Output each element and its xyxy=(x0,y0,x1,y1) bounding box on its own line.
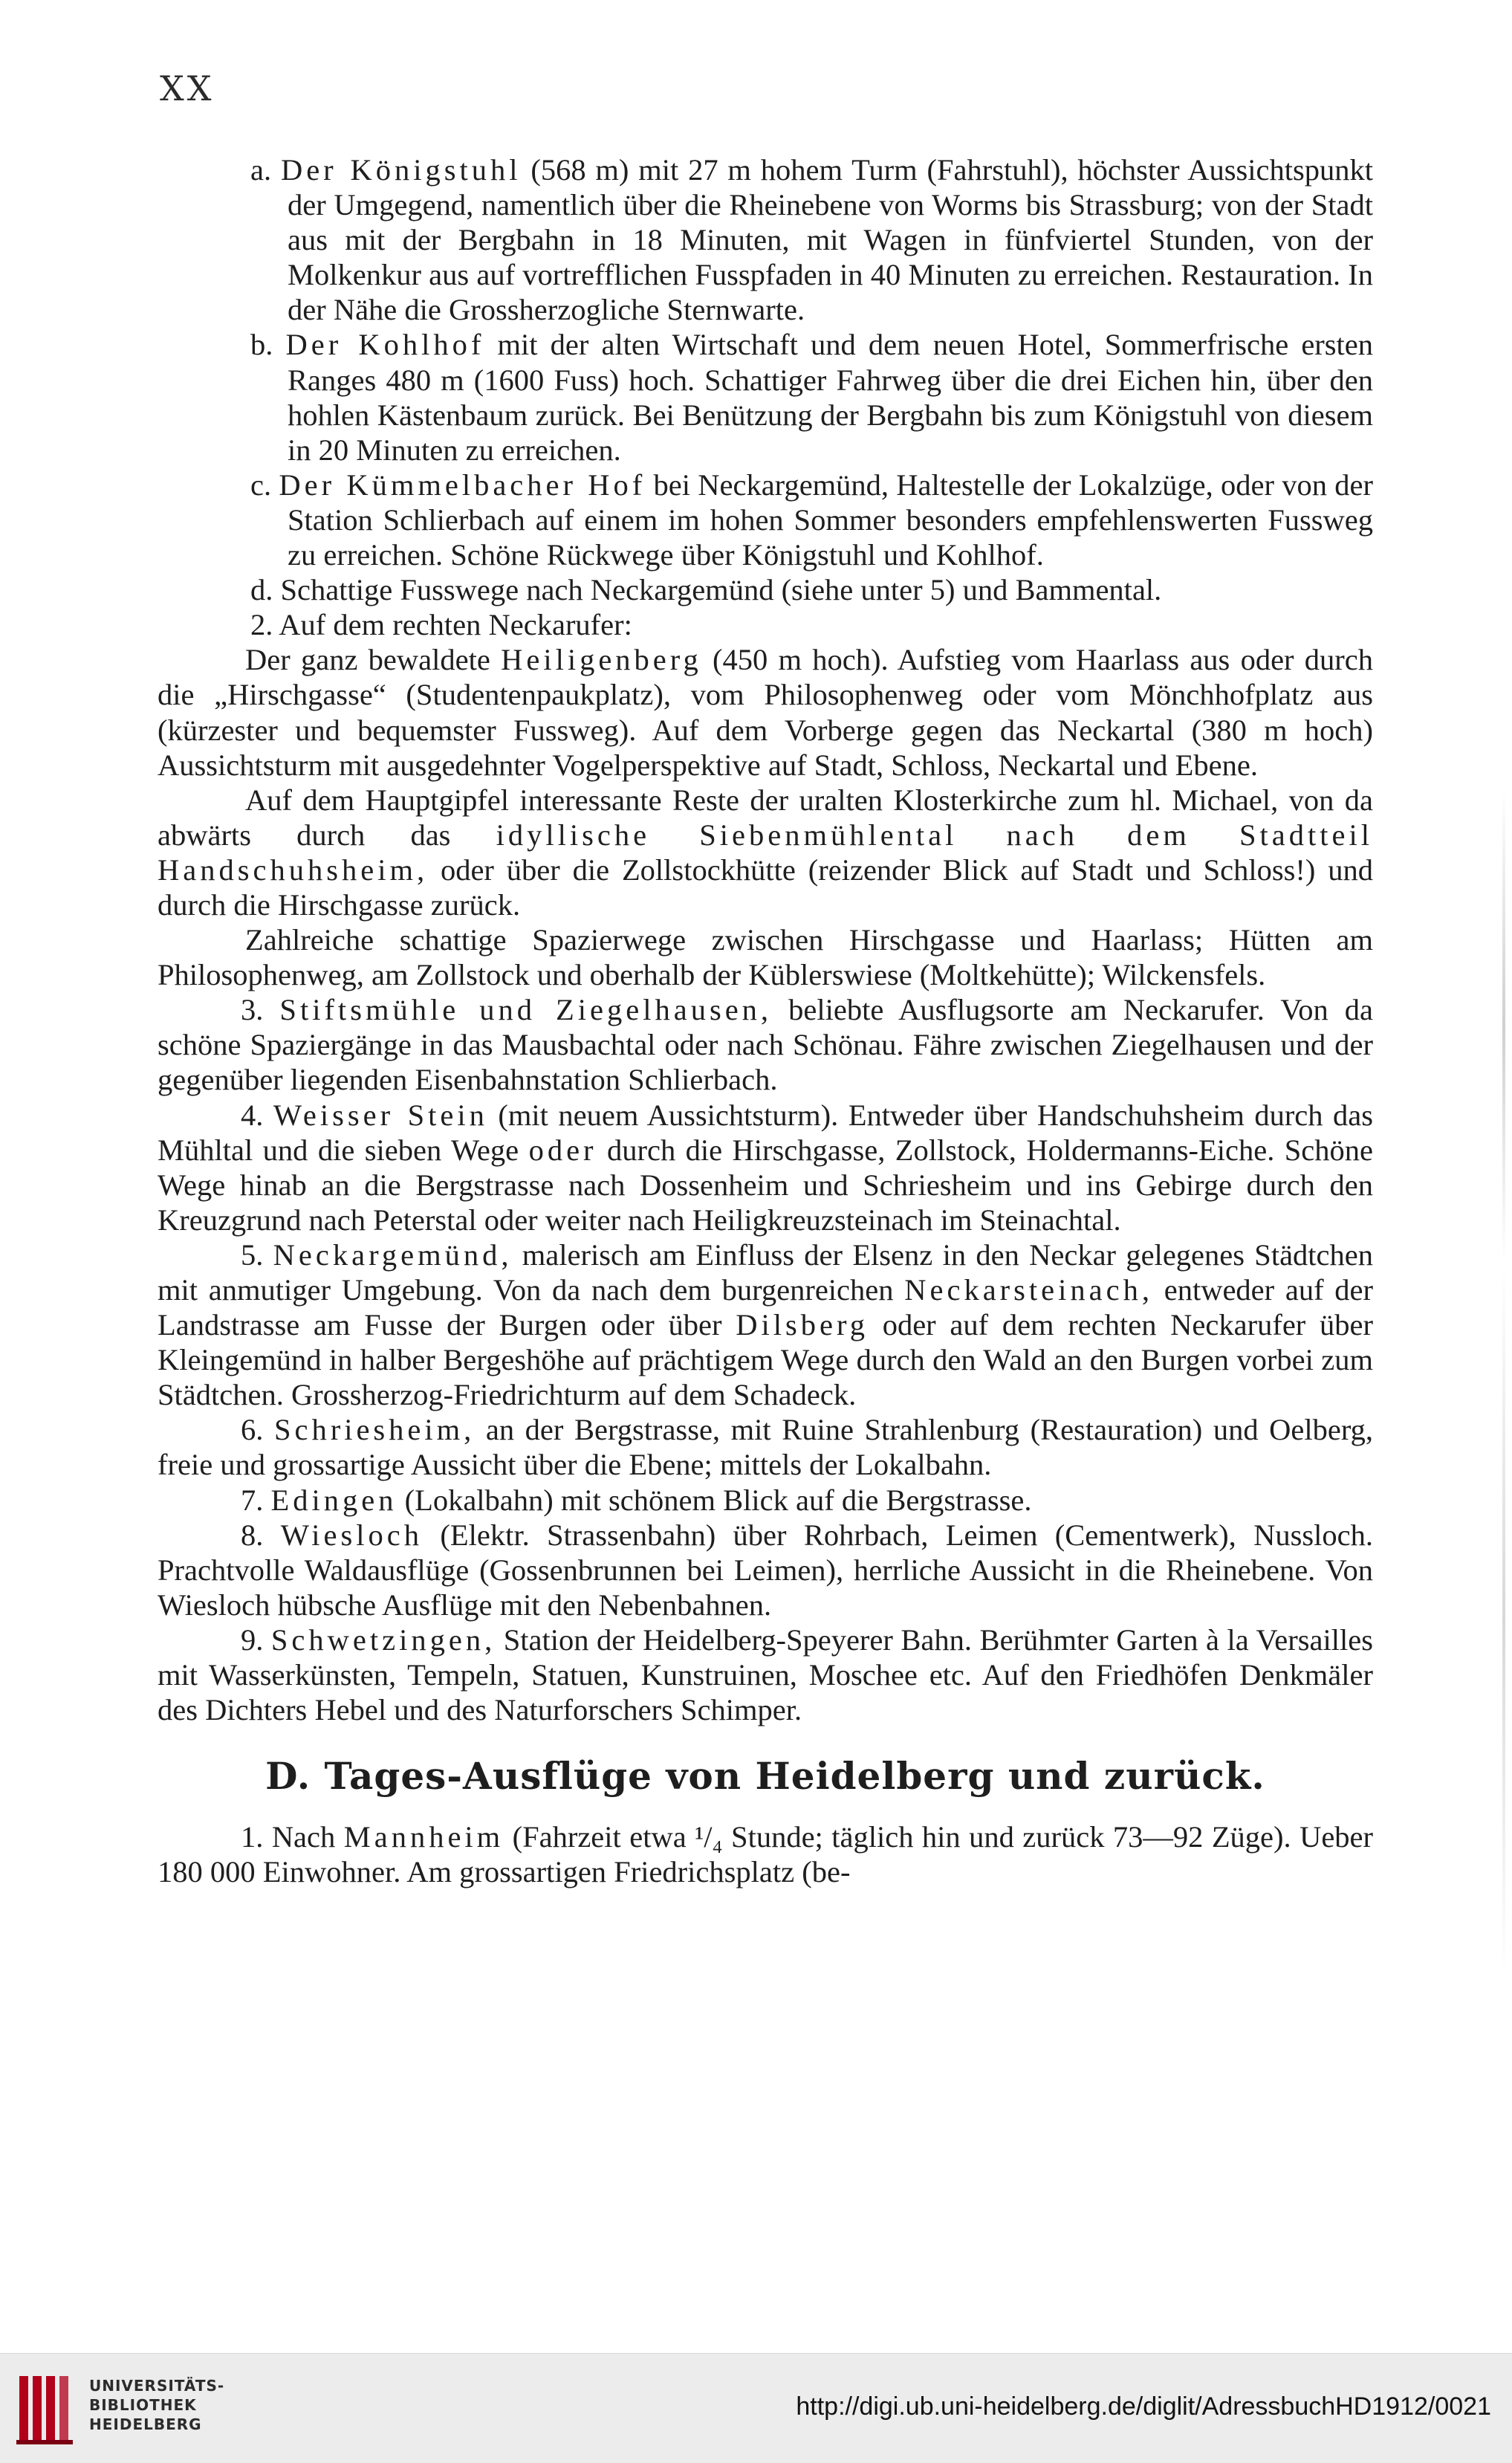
entry-text: (Lokalbahn) mit schönem Blick auf die Bergstrasse. xyxy=(404,1483,1032,1517)
entry-text: (Fahrzeit etwa ¹/₄ Stunde; täglich hin und zurück 73—92 Züge). Ueber 180 000 Einwohner. Am grossartigen Friedrichsplatz (be- xyxy=(158,1820,1374,1889)
entry-marker: 5. xyxy=(241,1237,264,1272)
entry-marker: 8. xyxy=(241,1518,264,1552)
paragraph-text: Der ganz bewaldete xyxy=(245,643,490,677)
source-url-link[interactable]: http://digi.ub.uni-heidelberg.de/diglit/AdressbuchHD1912/0021 xyxy=(796,2392,1491,2421)
entry-6 xyxy=(158,1412,1373,1482)
entry-8 xyxy=(158,1518,1373,1622)
entry-text: entweder auf der Landstrasse am Fusse der Burgen oder über xyxy=(158,1273,1374,1342)
entry-text: an der Bergstrasse, mit Ruine Strahlenburg (Restauration) und Oelberg, freie und grossartige Aussicht über die Ebene; mittels der Lokalbahn. xyxy=(158,1413,1373,1482)
place-name: Weisser Stein xyxy=(273,1098,488,1132)
paragraph-text: oder über die Zollstockhütte (reizender Blick auf Stadt und Schloss!) und durch die Hirschgasse zurück. xyxy=(158,852,1374,922)
paragraph-spazierwege xyxy=(158,922,1373,992)
entry-b xyxy=(158,327,1373,467)
entry-text: mit der alten Wirtschaft und dem neuen Hotel, Sommerfrische ersten Ranges 480 m (1600 Fuss) hoch. Schattiger Fahrweg über die drei Eichen hin, über den hohlen Kästenbaum zurück. Bei Benützung der Bergbahn bis zum Königstuhl von diesem in 20 Minuten zu erreichen. xyxy=(288,328,1374,467)
entry-2 xyxy=(158,607,1373,642)
entry-text: bei Neckargemünd, Haltestelle der Lokalzüge, oder von der Station Schlierbach auf einem im hohen Sommer besonders empfehlenswerten Fussweg zu erreichen. Schöne Rückwege über Königstuhl und Kohlhof. xyxy=(288,467,1373,572)
entry-marker: 6. xyxy=(241,1413,264,1447)
page-number: XX xyxy=(160,68,215,109)
scan-edge-shadow xyxy=(1502,788,1505,1977)
entry-text: durch die Hirschgasse, Zollstock, Holdermanns-Eiche. Schöne Wege hinab an die Bergstrasse nach Dossenheim und Schriesheim und ins Gebirge durch den Kreuzgrund nach Peterstal oder weiter nach Heiligkreuzsteinach im Steinachtal. xyxy=(158,1133,1374,1237)
place-name: Stiftsmühle und Ziegelhausen, xyxy=(279,993,773,1027)
entry-d-1 xyxy=(158,1819,1373,1889)
entry-marker: 3. xyxy=(241,993,264,1027)
entry-text: beliebte Ausflugsorte am Neckarufer. Von da schöne Spaziergänge in das Mausbachtal oder nach Schönau. Fähre zwischen Ziegelhausen und der gegenüber liegenden Eisenbahnstation Schlierbach. xyxy=(158,993,1374,1097)
entry-marker: 7. xyxy=(241,1483,264,1517)
place-name: Der Kümmelbacher Hof xyxy=(279,467,646,502)
entry-a xyxy=(158,152,1373,327)
place-name: Neckargemünd, xyxy=(273,1237,513,1272)
entry-marker: d. xyxy=(250,573,273,607)
paragraph-heiligenberg xyxy=(158,642,1373,782)
logo-line: BIBLIOTHEK xyxy=(89,2396,197,2414)
place-name: Edingen xyxy=(270,1483,398,1517)
logo-line: HEIDELBERG xyxy=(89,2415,202,2433)
entry-text: Station der Heidelberg-Speyerer Bahn. Berühmter Garten à la Versailles mit Wasserkünsten, Tempeln, Statuen, Kunstruinen, Moschee etc. Auf den Friedhöfen Denkmäler des Dichters Hebel und des Naturforschers Schimper. xyxy=(158,1622,1373,1727)
entry-marker: a. xyxy=(250,153,272,187)
paragraph-text: (450 m hoch). Aufstieg vom Haarlass aus oder durch die „Hirschgasse“ (Studentenpaukplatz), vom Philosophenweg oder vom Mönchhofplatz aus (kürzester und bequemster Fussweg). Auf dem Vorberge gegen das Neckartal (380 m hoch) Aussichtsturm mit ausgedehnter Vogelperspektive auf Stadt, Schloss, Neckartal und Ebene. xyxy=(158,643,1374,782)
entry-text: Auf dem rechten Neckarufer: xyxy=(279,608,632,642)
place-name: Der Kohlhof xyxy=(285,328,485,362)
entry-text: malerisch am Einfluss der Elsenz in den Neckar gelegenes Städtchen mit anmutiger Umgebung. Von da nach dem burgenreichen xyxy=(158,1237,1374,1307)
place-name: Heiligenberg xyxy=(501,643,702,677)
entry-marker: 4. xyxy=(241,1098,264,1132)
emphasis-word: oder xyxy=(528,1133,597,1167)
entry-text: (568 m) mit 27 m hohem Turm (Fahrstuhl), höchster Aussichtspunkt der Umgegend, namentlich über die Rheinebene von Worms bis Strassburg; von der Stadt aus mit der Bergbahn in 18 Minuten, mit Wagen in fünfviertel Stunden, von der Molkenkur aus auf vortrefflichen Fusspfaden in 40 Minuten zu erreichen. Restauration. In der Nähe die Grossherzogliche Sternwarte. xyxy=(288,153,1373,327)
entry-marker: b. xyxy=(250,328,273,362)
entry-d xyxy=(158,572,1373,607)
entry-text: Schattige Fusswege nach Neckargemünd (siehe unter 5) und Bammental. xyxy=(280,573,1162,607)
paragraph-text: Zahlreiche schattige Spazierwege zwischen Hirschgasse und Haarlass; Hütten am Philosophenweg, am Zollstock und oberhalb der Küblerswiese (Moltkehütte); Wilckensfels. xyxy=(158,923,1373,992)
place-name: Wiesloch xyxy=(280,1518,424,1552)
library-logo-text xyxy=(89,2376,224,2434)
place-name: idyllische Siebenmühlental nach dem Stadtteil Handschuhsheim, xyxy=(158,818,1374,887)
place-name: Der Königstuhl xyxy=(280,153,522,187)
entry-marker: 9. xyxy=(241,1622,264,1657)
entry-c xyxy=(158,467,1373,572)
entry-text: (Elektr. Strassenbahn) über Rohrbach, Leimen (Cementwerk), Nussloch. Prachtvolle Waldausflüge (Gossenbrunnen bei Leimen), herrliche Aussicht in die Rheinebene. Von Wiesloch hübsche Ausflüge mit den Nebenbahnen. xyxy=(158,1518,1373,1622)
place-name: Mannheim xyxy=(343,1820,504,1854)
entry-text: (mit neuem Aussichtsturm). Entweder über Handschuhsheim durch das Mühltal und die sieben Wege xyxy=(158,1098,1374,1167)
entry-text: oder auf dem rechten Neckarufer über Kleingemünd in halber Bergeshöhe auf prächtigem Wege durch den Wald an den Burgen vorbei zum Städtchen. Grossherzog-Friedrichturm auf dem Schadeck. xyxy=(158,1308,1373,1412)
entry-marker: 1. xyxy=(241,1820,264,1854)
entry-9 xyxy=(158,1622,1373,1727)
footer-bar xyxy=(0,2353,1512,2463)
body-text xyxy=(158,152,1373,1889)
place-name: Schwetzingen, xyxy=(270,1622,496,1657)
entry-7 xyxy=(158,1483,1373,1518)
entry-5 xyxy=(158,1237,1373,1412)
section-heading: D. Tages-Ausflüge von Heidelberg und zurück. xyxy=(265,1754,1265,1799)
entry-4 xyxy=(158,1098,1373,1237)
paragraph-text: Auf dem Hauptgipfel interessante Reste der uralten Klosterkirche zum hl. Michael, von da abwärts durch das xyxy=(158,783,1373,852)
logo-line: UNIVERSITÄTS- xyxy=(89,2377,225,2395)
university-library-logo-icon xyxy=(16,2372,77,2446)
place-name: Dilsberg xyxy=(736,1308,869,1342)
entry-3 xyxy=(158,992,1373,1097)
paragraph-hauptgipfel xyxy=(158,783,1373,922)
entry-text: Nach xyxy=(271,1820,336,1854)
place-name: Schriesheim, xyxy=(273,1413,476,1447)
entry-marker: 2. xyxy=(250,608,273,642)
place-name: Neckarsteinach, xyxy=(904,1273,1153,1307)
entry-marker: c. xyxy=(250,467,272,502)
